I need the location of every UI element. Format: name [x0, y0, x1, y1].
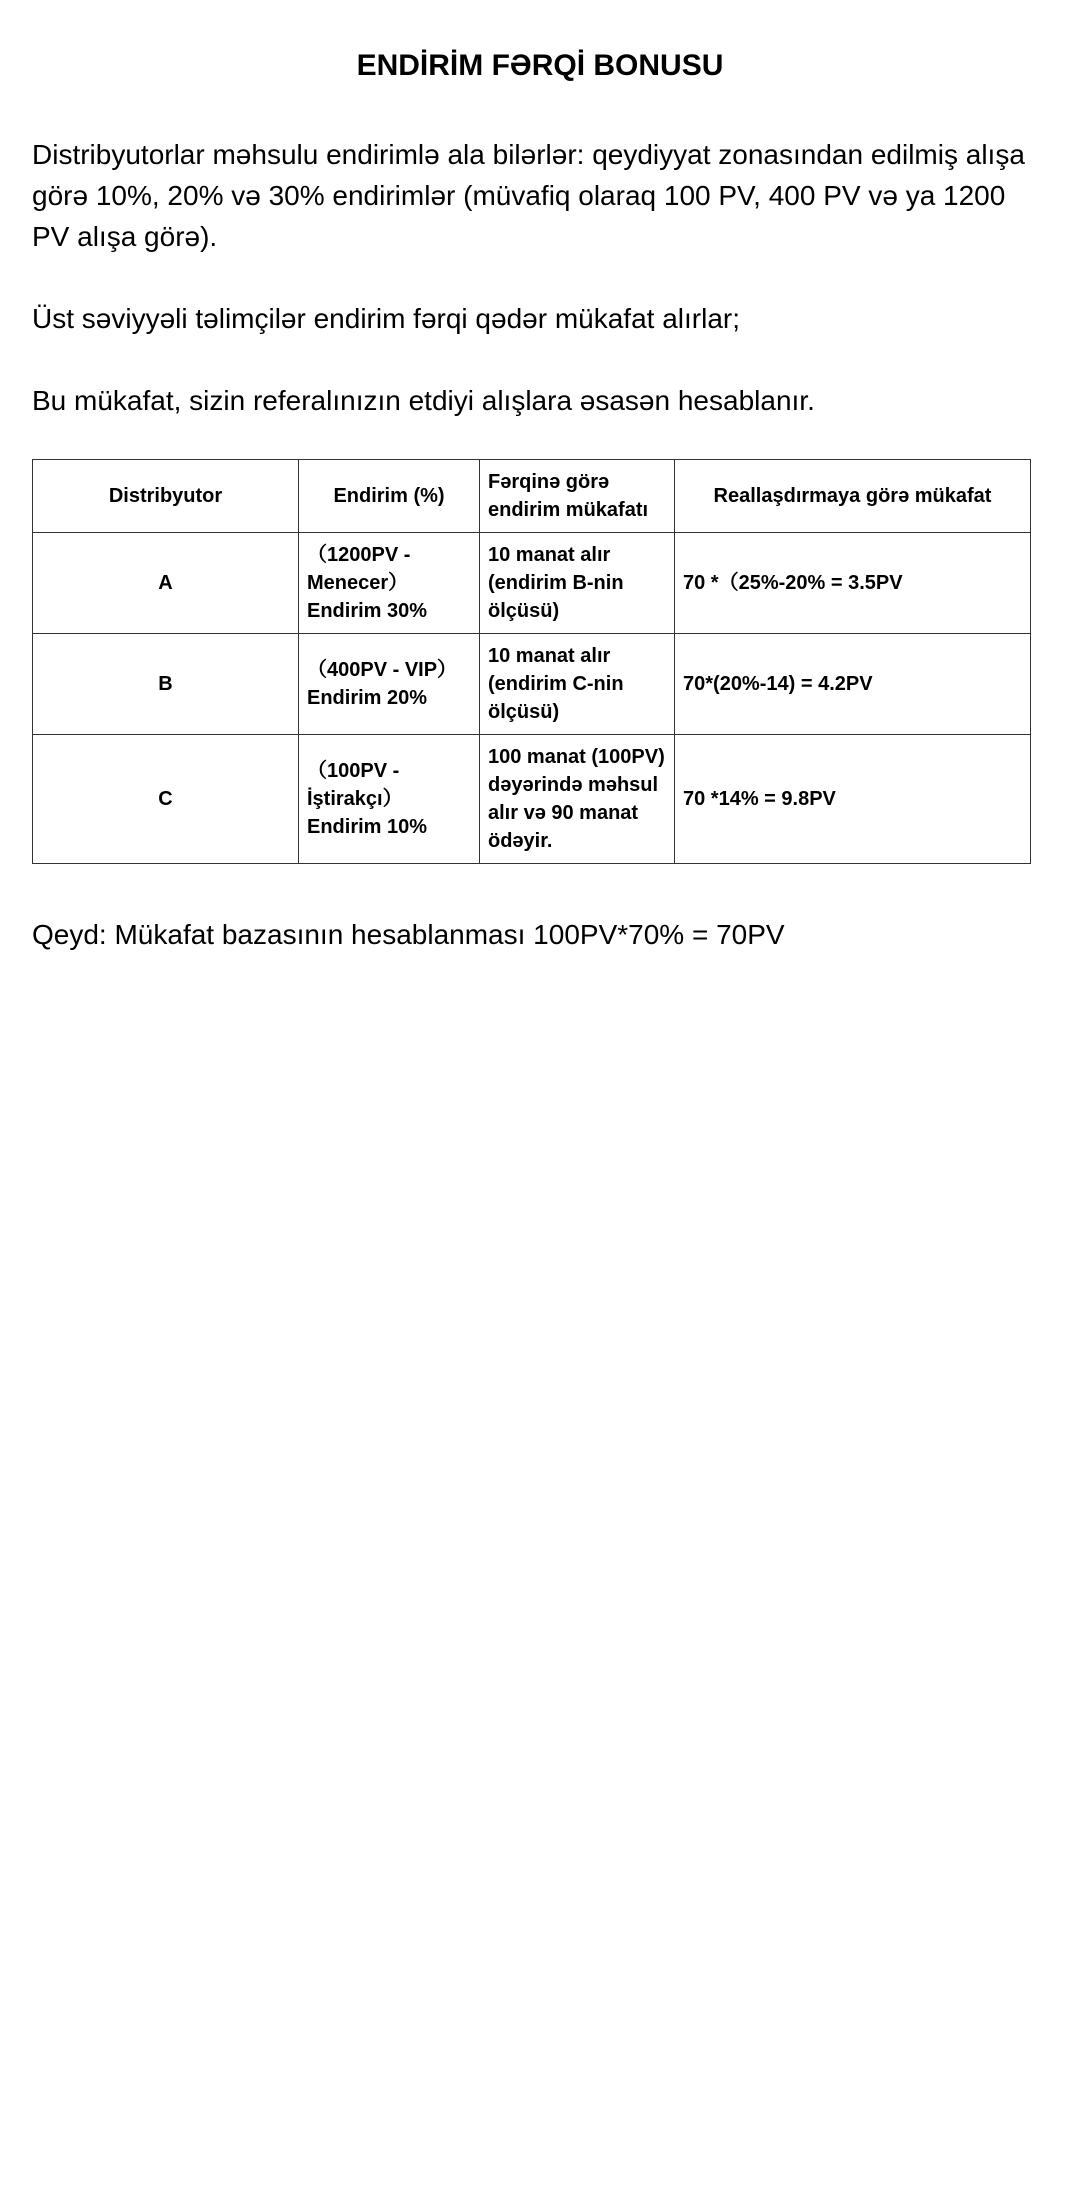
intro-paragraph: Distribyutorlar məhsulu endirimlə ala bilərlər: qeydiyyat zonasından edilmiş alışa görə 10%, 20% və 30% endirimlər (müvafiq olaraq 100 PV, 400 PV və ya 1200 PV alışa görə).: [32, 139, 1025, 252]
discount-bonus-table: [32, 459, 1031, 864]
cell-difference-reward-line: 10 manat alır: [488, 544, 611, 566]
header-difference-reward-line: endirim mükafatı: [488, 499, 649, 521]
cell-difference-reward-line: ölçüsü): [488, 701, 560, 723]
cell-difference-reward-line: (endirim B-nin: [488, 572, 624, 594]
cell-difference-reward-line: (endirim C-nin: [488, 673, 624, 695]
cell-difference-reward-line: ölçüsü): [488, 600, 560, 622]
cell-discount-line: （1200PV -: [307, 544, 411, 566]
cell-difference-reward-line: ödəyir.: [488, 830, 553, 852]
cell-discount: [299, 735, 480, 864]
cell-discount-line: （400PV - VIP）: [307, 659, 458, 681]
cell-discount-line: Menecer）: [307, 572, 409, 594]
header-sales-reward: Reallaşdırmaya görə mükafat: [675, 460, 1031, 533]
note-text: Qeyd: Mükafat bazasının hesablanması 100PV*70% = 70PV: [32, 919, 785, 950]
table-row: [33, 634, 1031, 735]
header-distributor: Distribyutor: [33, 460, 299, 533]
header-difference-reward: [480, 460, 675, 533]
table-row: [33, 533, 1031, 634]
cell-difference-reward-line: alır və 90 manat: [488, 802, 639, 824]
cell-difference-reward: [480, 533, 675, 634]
header-discount: Endirim (%): [299, 460, 480, 533]
cell-distributor: C: [33, 735, 299, 864]
cell-discount: [299, 634, 480, 735]
cell-difference-reward: [480, 735, 675, 864]
cell-distributor: A: [33, 533, 299, 634]
trainers-reward-paragraph: Üst səviyyəli təlimçilər endirim fərqi qədər mükafat alırlar;: [32, 303, 740, 334]
cell-discount-line: Endirim 30%: [307, 600, 428, 622]
cell-discount: [299, 533, 480, 634]
cell-discount-line: Endirim 20%: [307, 687, 428, 709]
header-difference-reward-line: Fərqinə görə: [488, 471, 610, 493]
cell-difference-reward-line: 100 manat (100PV): [488, 746, 665, 768]
cell-discount-line: Endirim 10%: [307, 816, 428, 838]
cell-difference-reward-line: dəyərində məhsul: [488, 774, 659, 796]
reward-basis-paragraph: Bu mükafat, sizin referalınızın etdiyi alışlara əsasən hesablanır.: [32, 385, 815, 416]
table-row: [33, 735, 1031, 864]
cell-sales-reward: 70 *14% = 9.8PV: [675, 735, 1031, 864]
cell-discount-line: İştirakçı）: [307, 788, 403, 810]
cell-distributor: B: [33, 634, 299, 735]
cell-sales-reward: 70 *（25%-20% = 3.5PV: [675, 533, 1031, 634]
cell-sales-reward: 70*(20%-14) = 4.2PV: [675, 634, 1031, 735]
cell-difference-reward: [480, 634, 675, 735]
page-title: ENDİRİM FƏRQİ BONUSU: [356, 49, 724, 82]
table-header-row: [33, 460, 1031, 533]
cell-discount-line: （100PV -: [307, 760, 400, 782]
cell-difference-reward-line: 10 manat alır: [488, 645, 611, 667]
